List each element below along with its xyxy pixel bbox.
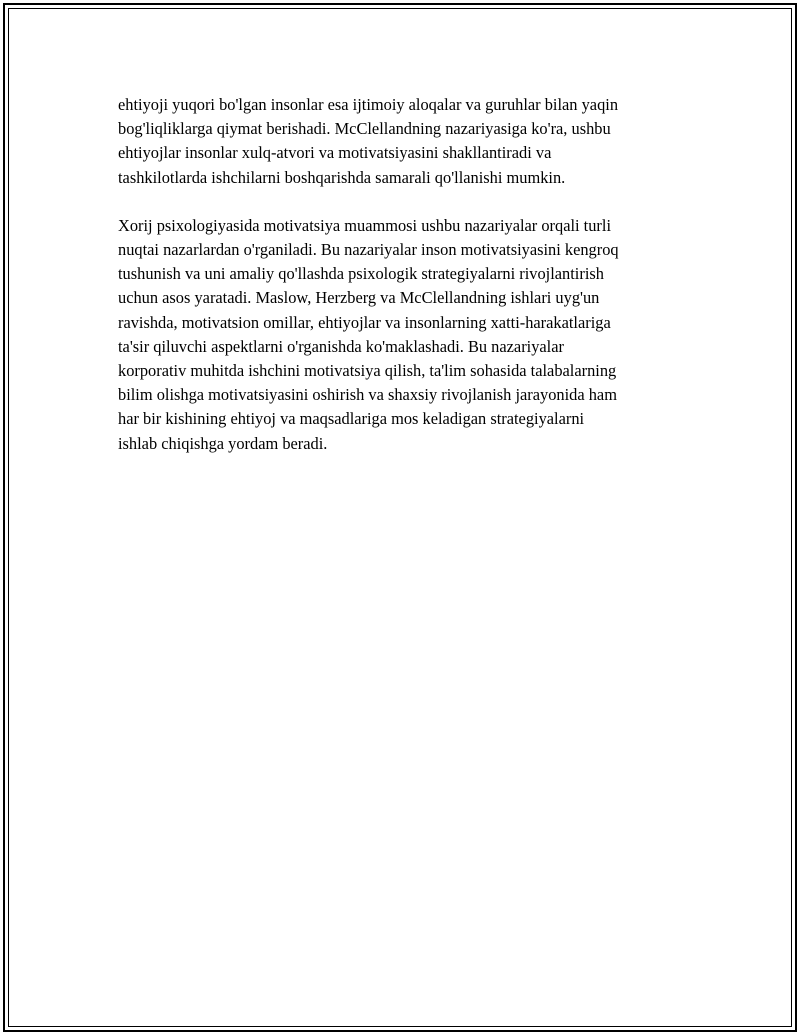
paragraph-line: nuqtai nazarlardan o'rganiladi. Bu nazariyalar inson motivatsiyasini kengroq xyxy=(118,240,619,260)
paragraph-2 xyxy=(118,214,693,456)
document-body xyxy=(118,93,693,456)
paragraph-1 xyxy=(118,93,693,190)
paragraph-line: ta'sir qiluvchi aspektlarni o'rganishda ko'maklashadi. Bu nazariyalar xyxy=(118,336,564,356)
paragraph-line: ravishda, motivatsion omillar, ehtiyojlar va insonlarning xatti-harakatlariga xyxy=(118,312,611,332)
paragraph-line: tushunish va uni amaliy qo'llashda psixologik strategiyalarni rivojlantirish xyxy=(118,264,604,284)
paragraph-line: uchun asos yaratadi. Maslow, Herzberg va McClellandning ishlari uyg'un xyxy=(118,288,600,308)
paragraph-line: Xorij psixologiyasida motivatsiya muammosi ushbu nazariyalar orqali turli xyxy=(118,215,611,235)
paragraph-line: korporativ muhitda ishchini motivatsiya qilish, ta'lim sohasida talabalarning xyxy=(118,361,617,381)
paragraph-line: ehtiyojlar insonlar xulq-atvori va motivatsiyasini shakllantiradi va xyxy=(118,143,552,163)
paragraph-line: tashkilotlarda ishchilarni boshqarishda samarali qo'llanishi mumkin. xyxy=(118,167,566,187)
paragraph-line: bilim olishga motivatsiyasini oshirish va shaxsiy rivojlanish jarayonida ham xyxy=(118,385,617,405)
paragraph-line: bog'liqliklarga qiymat berishadi. McClellandning nazariyasiga ko'ra, ushbu xyxy=(118,119,611,139)
paragraph-line: ehtiyoji yuqori bo'lgan insonlar esa ijtimoiy aloqalar va guruhlar bilan yaqin xyxy=(118,95,619,114)
paragraph-line: ishlab chiqishga yordam beradi. xyxy=(118,433,328,453)
paragraph-line: har bir kishining ehtiyoj va maqsadlariga mos keladigan strategiyalarni xyxy=(118,409,585,429)
